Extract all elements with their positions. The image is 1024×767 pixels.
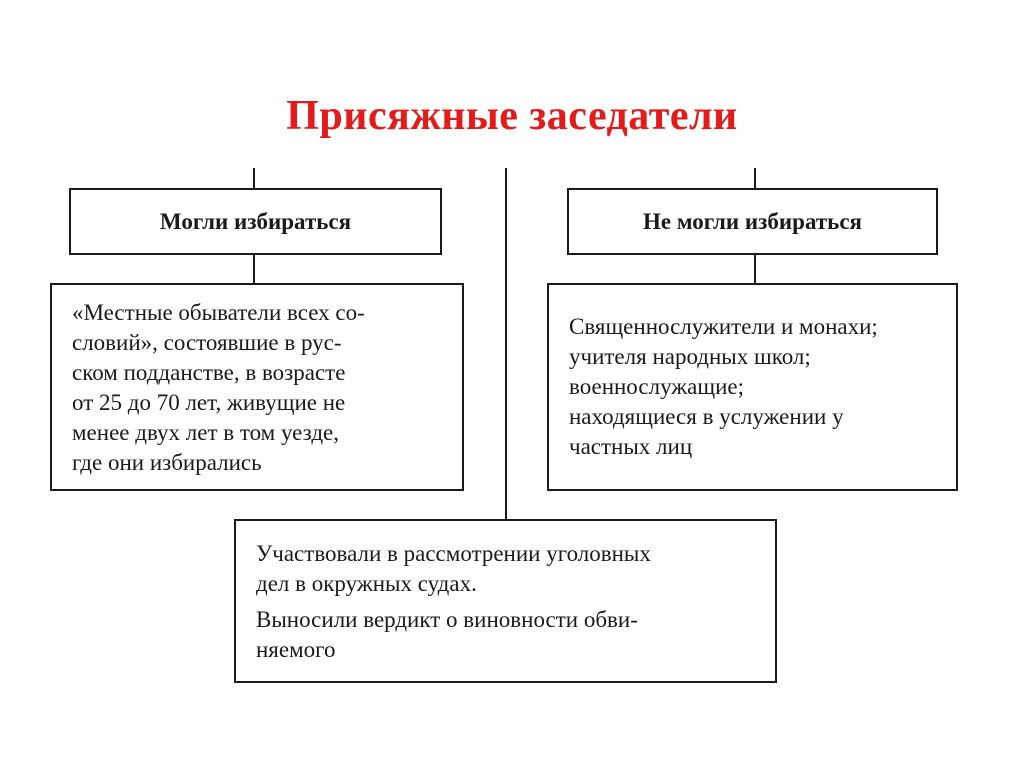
left-text-line: ском подданстве, в возрасте (72, 360, 346, 385)
bottom-text-line: дел в окружных судах. (256, 571, 477, 596)
left-body-box (50, 283, 464, 491)
bottom-text-line: няемого (256, 637, 336, 662)
right-body-connector (754, 253, 756, 283)
left-text-line: «Местные обыватели всех со- (72, 300, 365, 325)
bottom-text-line: Выносили вердикт о виновности обви- (256, 607, 638, 632)
right-text-line: частных лиц (569, 434, 693, 459)
right-text-line: военнослужащие; (569, 374, 744, 399)
bottom-text-line: Участвовали в рассмотрении уголовных (256, 541, 651, 566)
left-body-connector (253, 253, 255, 283)
right-text-line: учителя народных школ; (569, 344, 811, 369)
left-header-connector (253, 168, 255, 190)
right-header-box (567, 188, 938, 255)
right-header-connector (754, 168, 756, 190)
right-text-line: Священнослужители и монахи; (569, 314, 878, 339)
left-text-line: словий», состоявшие в рус- (72, 330, 342, 355)
right-header-label: Не могли избираться (643, 208, 862, 234)
diagram-title: Присяжные заседатели (286, 93, 738, 139)
left-text-line: менее двух лет в том уезде, (72, 420, 339, 445)
left-text-line: от 25 до 70 лет, живущие не (72, 390, 346, 415)
left-header-box (69, 188, 442, 255)
left-header-label: Могли избираться (159, 208, 352, 234)
right-body-box (547, 283, 958, 491)
bottom-box (234, 519, 777, 683)
left-text-line: где они избирались (72, 450, 262, 475)
center-connector-line (505, 168, 507, 520)
right-text-line: находящиеся в услужении у (569, 404, 844, 429)
